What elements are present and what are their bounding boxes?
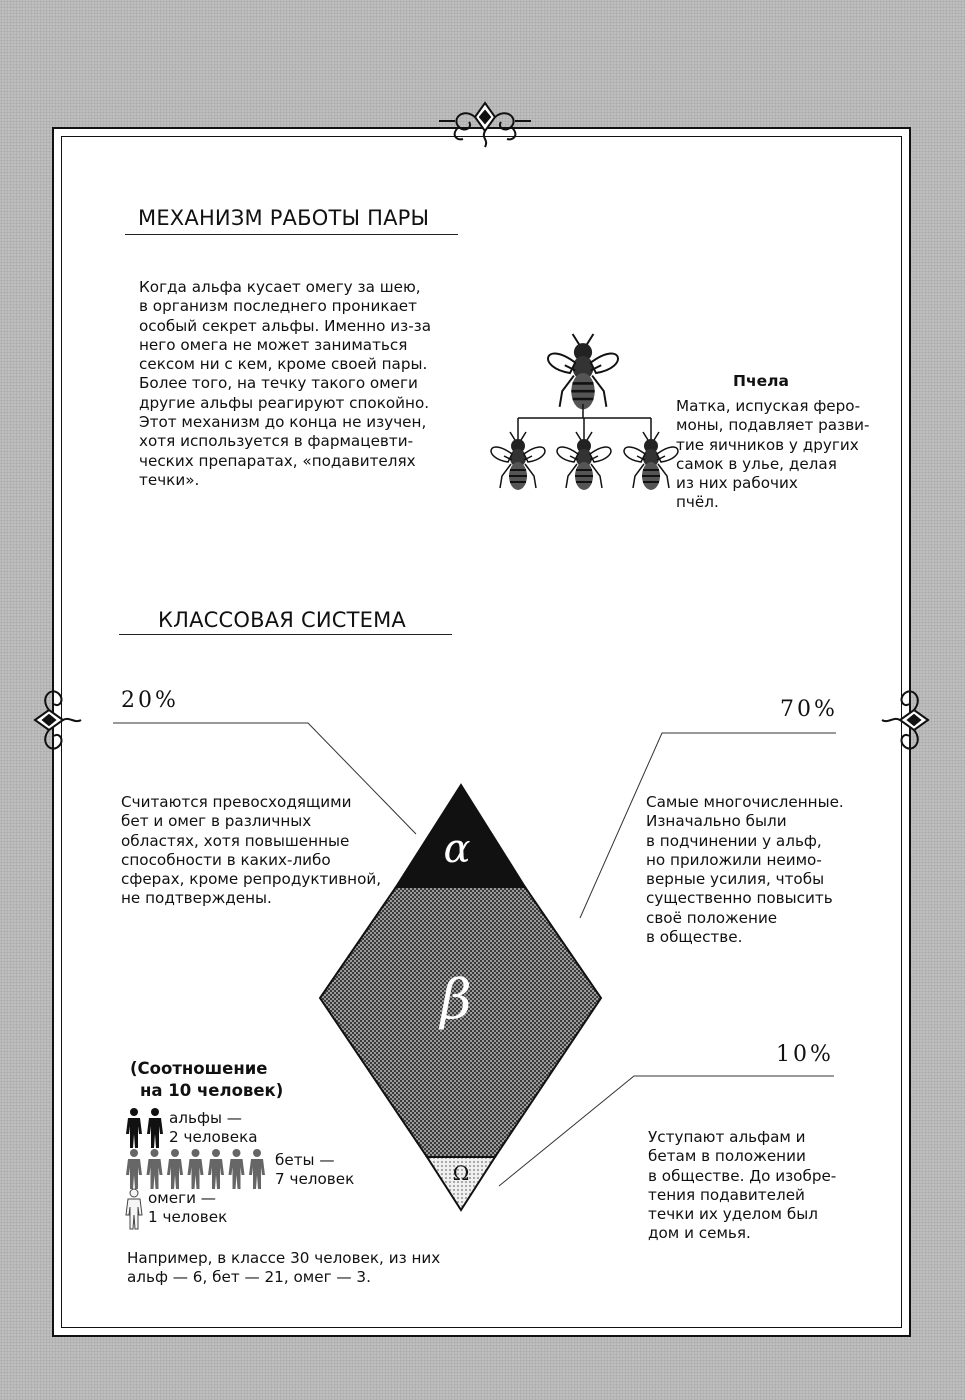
person-icon [126, 1149, 142, 1189]
omega-description: Уступают альфам и бетам в положении в обществе. До изобре- тения подавителей течки их уделом был дом и семья. [648, 1128, 837, 1243]
bee-text: Матка, испуская феро- моны, подавляет разви- тие яичников у других самок в улье, делая из них рабочих пчёл. [676, 397, 870, 512]
person-icon [229, 1149, 245, 1189]
alpha-percent: 20% [121, 688, 179, 713]
alpha-people-icons [126, 1108, 163, 1148]
person-icon [188, 1149, 204, 1189]
beta-symbol: β [440, 968, 472, 1031]
ratio-title-line1: (Соотношение [130, 1059, 268, 1078]
alpha-symbol: α [443, 826, 471, 872]
person-icon [147, 1149, 163, 1189]
pair-mechanism-text: Когда альфа кусает омегу за шею, в организм последнего проникает особый секрет альфы. Именно из-за него омега не может заниматься сексом ни с кем, кроме своей пары. Более того, на течку такого омеги другие альфы реагируют спокойно. Этот механизм до конца не изучен, хотя используется в фармацевти- ческих препаратах, «подавителях течки». [139, 278, 432, 489]
person-icon [126, 1108, 142, 1148]
beta-percent: 70% [780, 697, 838, 722]
person-icon [126, 1189, 142, 1229]
omega-people-icons [126, 1189, 142, 1229]
person-icon [249, 1149, 265, 1189]
omega-count-label: омеги — 1 человек [148, 1189, 228, 1227]
beta-people-icons [126, 1149, 265, 1189]
omega-percent: 10% [776, 1042, 834, 1067]
alpha-count-label: альфы — 2 человека [169, 1109, 258, 1147]
person-icon [167, 1149, 183, 1189]
omega-symbol: Ω [452, 1161, 470, 1185]
person-icon [208, 1149, 224, 1189]
alpha-description: Считаются превосходящими бет и омег в различных областях, хотя повышенные способности в каких-либо сферах, кроме репродуктивной, не подтверждены. [121, 793, 382, 908]
section-heading-pair-mechanism: МЕХАНИЗМ РАБОТЫ ПАРЫ [138, 206, 430, 230]
section-heading-class-system: КЛАССОВАЯ СИСТЕМА [158, 608, 406, 632]
bee-title: Пчела [733, 372, 789, 390]
beta-count-label: беты — 7 человек [275, 1151, 355, 1189]
person-icon [147, 1108, 163, 1148]
ratio-title-line2: на 10 человек) [140, 1081, 284, 1100]
beta-description: Самые многочисленные. Изначально были в подчинении у альф, но приложили неимо- верные усилия, чтобы существенно повысить своё положение в обществе. [646, 793, 844, 947]
class-example-text: Например, в классе 30 человек, из них альф — 6, бет — 21, омег — 3. [127, 1249, 441, 1287]
